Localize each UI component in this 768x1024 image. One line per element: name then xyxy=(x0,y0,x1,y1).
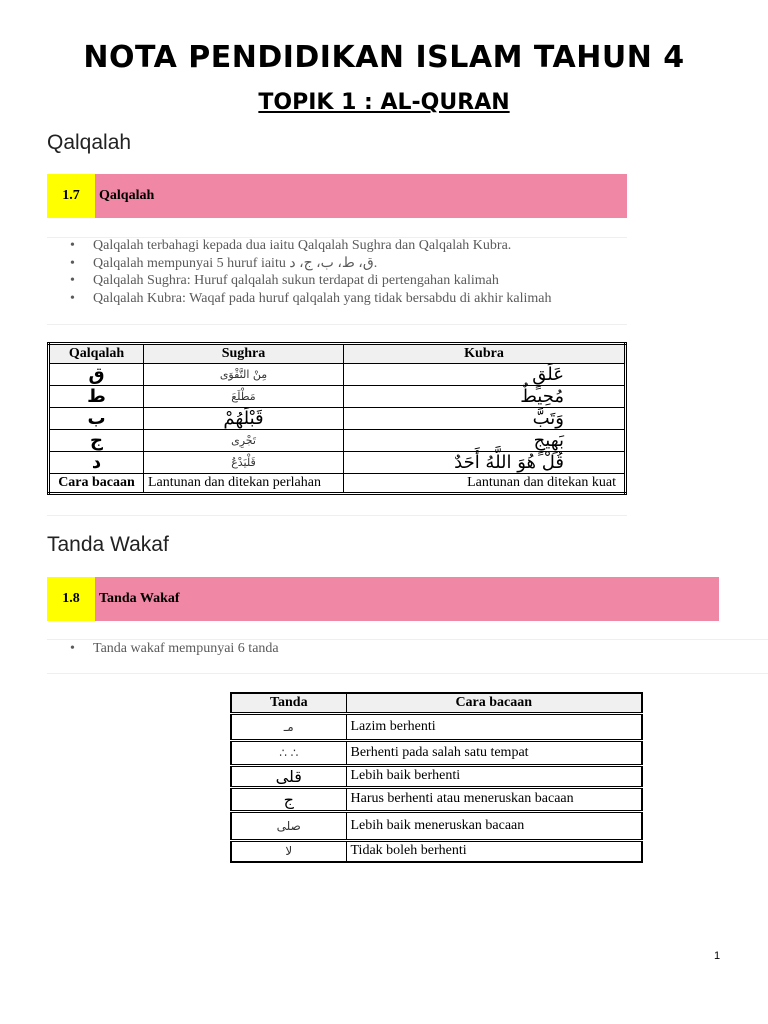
table-header-row xyxy=(231,693,642,713)
sughra-example: قَبْلَهُمْ xyxy=(144,408,344,430)
tanda-wakaf-bullet-list xyxy=(70,640,279,658)
wakaf-meaning: Tidak boleh berhenti xyxy=(346,840,642,862)
list-item: • Qalqalah Sughra: Huruf qalqalah sukun terdapat di pertengahan kalimah xyxy=(70,272,552,290)
table-row xyxy=(231,740,642,765)
list-item: • Tanda wakaf mempunyai 6 tanda xyxy=(70,640,279,658)
column-header: Cara bacaan xyxy=(346,693,642,713)
wakaf-meaning: Lebih baik berhenti xyxy=(346,765,642,787)
column-header: Sughra xyxy=(144,344,344,364)
table-row xyxy=(231,765,642,787)
qalqalah-letter: ب xyxy=(49,408,144,430)
table-row xyxy=(231,713,642,740)
list-item: • Qalqalah terbahagi kepada dua iaitu Qalqalah Sughra dan Qalqalah Kubra. xyxy=(70,237,552,255)
cara-bacaan-label: Cara bacaan xyxy=(49,474,144,494)
wakaf-meaning: Lebih baik meneruskan bacaan xyxy=(346,811,642,840)
tanda-wakaf-table xyxy=(230,692,643,863)
sughra-example: قَلْيَدْعُ xyxy=(144,452,344,474)
wakaf-symbol: قلى xyxy=(231,765,346,787)
table-row xyxy=(49,386,626,408)
sughra-cara-bacaan: Lantunan dan ditekan perlahan xyxy=(144,474,344,494)
sughra-example: مِنْ التَّقْوَى xyxy=(144,364,344,386)
table-row xyxy=(49,430,626,452)
divider xyxy=(47,324,627,325)
table-row xyxy=(49,364,626,386)
qalqalah-bullet-list xyxy=(70,237,552,307)
kubra-example: بَهِيجٍ xyxy=(344,430,626,452)
section-band-qalqalah xyxy=(47,174,627,218)
table-row xyxy=(231,811,642,840)
document-title: NOTA PENDIDIKAN ISLAM TAHUN 4 xyxy=(83,40,685,75)
wakaf-meaning: Berhenti pada salah satu tempat xyxy=(346,740,642,765)
divider xyxy=(47,673,768,674)
qalqalah-letter: ط xyxy=(49,386,144,408)
qalqalah-letter: د xyxy=(49,452,144,474)
table-row xyxy=(49,408,626,430)
qalqalah-letter: ج xyxy=(49,430,144,452)
wakaf-symbol: ∴ ∴ xyxy=(231,740,346,765)
topic-subtitle xyxy=(0,90,768,115)
band-number: 1.8 xyxy=(47,577,95,621)
section-band-tanda-wakaf xyxy=(47,577,719,621)
sughra-example: تَجْرِى xyxy=(144,430,344,452)
band-label: Qalqalah xyxy=(95,174,627,218)
table-row xyxy=(231,840,642,862)
topic-subtitle-text: TOPIK 1 : AL-QURAN xyxy=(258,90,510,115)
list-item: • Qalqalah Kubra: Waqaf pada huruf qalqalah yang tidak bersabdu di akhir kalimah xyxy=(70,290,552,308)
wakaf-symbol: ج xyxy=(231,787,346,811)
band-label: Tanda Wakaf xyxy=(95,577,719,621)
kubra-example: قُلْ هُوَ اللَّهُ أَحَدٌ xyxy=(344,452,626,474)
qalqalah-table xyxy=(47,342,627,495)
sughra-example: مَطْلَعَ xyxy=(144,386,344,408)
kubra-example: وَتَبَّ xyxy=(344,408,626,430)
column-header: Tanda xyxy=(231,693,346,713)
wakaf-meaning: Lazim berhenti xyxy=(346,713,642,740)
wakaf-meaning: Harus berhenti atau meneruskan bacaan xyxy=(346,787,642,811)
band-number: 1.7 xyxy=(47,174,95,218)
section-heading-qalqalah: Qalqalah xyxy=(47,131,132,154)
table-header-row xyxy=(49,344,626,364)
wakaf-symbol: مـ xyxy=(231,713,346,740)
column-header: Kubra xyxy=(344,344,626,364)
kubra-example: مُحِيطٌ xyxy=(344,386,626,408)
page-number: 1 xyxy=(714,950,721,962)
section-heading-tanda-wakaf: Tanda Wakaf xyxy=(47,533,169,556)
kubra-example: عَلَقٍ xyxy=(344,364,626,386)
wakaf-symbol: لا xyxy=(231,840,346,862)
kubra-cara-bacaan: Lantunan dan ditekan kuat xyxy=(344,474,626,494)
list-item: • Qalqalah mempunyai 5 huruf iaitu ق، ط، ب، ج، د. xyxy=(70,255,552,273)
column-header: Qalqalah xyxy=(49,344,144,364)
wakaf-symbol: صلى xyxy=(231,811,346,840)
divider xyxy=(47,515,627,516)
table-row xyxy=(231,787,642,811)
qalqalah-letter: ق xyxy=(49,364,144,386)
table-row xyxy=(49,452,626,474)
table-footer-row xyxy=(49,474,626,494)
